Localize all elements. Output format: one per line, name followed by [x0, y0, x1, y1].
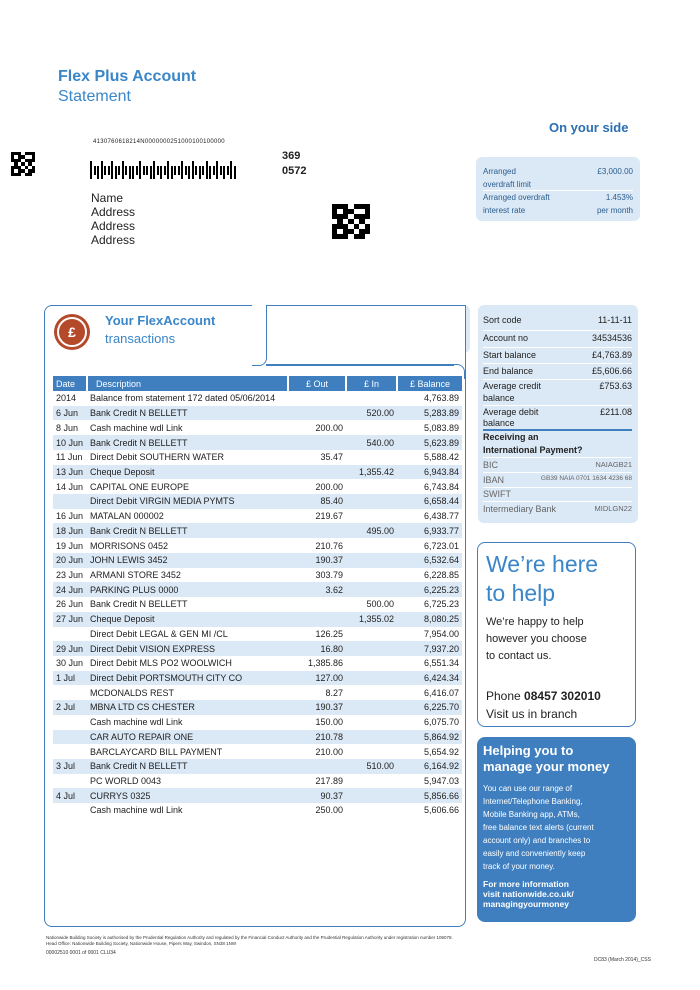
row-date: 18 Jun — [53, 523, 87, 538]
row-date: 3 Jul — [53, 759, 87, 774]
help-body: We’re happy to help however you choose to contact us. — [486, 616, 587, 662]
end-balance-label: End balance — [483, 366, 534, 376]
row-in — [346, 715, 397, 730]
row-balance: 6,723.01 — [423, 540, 459, 551]
row-balance: 6,658.44 — [397, 494, 462, 509]
row-description: MATALAN 000002 — [90, 511, 164, 522]
row-description: Bank Credit N BELLETT — [87, 435, 288, 450]
row-description: CURRYS 0325 — [87, 788, 288, 803]
table-row — [53, 685, 462, 700]
row-description: Cheque Deposit — [87, 465, 288, 480]
row-out: 210.78 — [288, 730, 346, 745]
row-date: 20 Jun — [53, 553, 87, 568]
end-balance: £5,606.66 — [591, 366, 632, 376]
table-row — [53, 406, 462, 421]
row-date: 8 Jun — [56, 422, 79, 433]
address-line: Address — [91, 205, 136, 219]
table-row — [53, 700, 462, 715]
row-date: 6 Jun — [53, 406, 87, 421]
intl-heading-1: Receiving an — [483, 432, 539, 442]
row-balance: 6,416.07 — [423, 687, 459, 698]
row-description: Bank Credit N BELLETT — [87, 523, 288, 538]
row-out: 8.27 — [325, 687, 343, 698]
col-description: Description — [87, 376, 288, 391]
row-description: Direct Debit MLS PO2 WOOLWICH — [90, 658, 232, 669]
row-out: 35.47 — [320, 452, 343, 463]
row-date: 29 Jun — [53, 641, 87, 656]
col-out: £ Out — [288, 376, 346, 391]
table-row — [53, 568, 462, 583]
row-in — [346, 494, 397, 509]
avg-debit-label: Average debit — [483, 407, 539, 417]
row-date: 19 Jun — [56, 540, 84, 551]
row-description: BARCLAYCARD BILL PAYMENT — [90, 746, 223, 757]
row-date: 27 Jun — [53, 612, 87, 627]
row-out — [288, 406, 346, 421]
bic-label: BIC — [483, 460, 499, 470]
table-row — [53, 715, 462, 730]
row-date: 4 Jul — [53, 788, 87, 803]
row-date: 2 Jul — [53, 700, 87, 715]
row-out — [288, 465, 346, 480]
row-balance: 6,424.34 — [397, 671, 462, 686]
overdraft-rate-period: per month — [596, 206, 633, 215]
row-date — [53, 685, 87, 700]
row-date: 1 Jul — [53, 671, 87, 686]
avg-debit-label-2: balance — [483, 418, 515, 428]
row-date — [53, 715, 87, 730]
row-date — [53, 744, 87, 759]
row-balance: 5,083.89 — [423, 422, 459, 433]
table-row — [53, 553, 462, 568]
col-date: Date — [53, 376, 87, 391]
row-in — [346, 509, 397, 524]
avg-credit: £753.63 — [599, 381, 632, 391]
row-date: 16 Jun — [56, 511, 84, 522]
table-row — [53, 420, 462, 435]
row-description: JOHN LEWIS 3452 — [87, 553, 288, 568]
avg-debit: £211.08 — [600, 407, 632, 417]
transactions-table — [53, 376, 462, 818]
row-balance: 6,725.23 — [423, 599, 459, 610]
row-in — [346, 788, 397, 803]
row-out: 190.37 — [288, 553, 346, 568]
pound-logo-icon: £ — [54, 314, 90, 350]
row-description: CAPITAL ONE EUROPE — [90, 481, 190, 492]
row-balance: 5,623.89 — [397, 435, 462, 450]
iban-label: IBAN — [483, 475, 505, 485]
row-balance: 4,763.89 — [423, 393, 459, 404]
row-in: 495.00 — [346, 523, 397, 538]
row-balance: 7,937.20 — [397, 641, 462, 656]
row-balance: 5,864.92 — [397, 730, 462, 745]
row-description: Direct Debit VIRGIN MEDIA PYMTS — [87, 494, 288, 509]
table-row — [53, 612, 462, 627]
row-out: 250.00 — [315, 805, 343, 816]
address-block — [91, 191, 135, 247]
start-balance: £4,763.89 — [591, 350, 632, 360]
row-out: 126.25 — [315, 628, 343, 639]
row-in — [346, 656, 397, 671]
row-out: 190.37 — [288, 700, 346, 715]
table-row — [53, 656, 462, 671]
row-description: Balance from statement 172 dated 05/06/2014 — [90, 393, 276, 404]
row-in — [346, 774, 397, 789]
row-balance: 6,933.77 — [397, 523, 462, 538]
tagline: On your side — [549, 120, 629, 135]
intl-heading-2: International Payment? — [483, 445, 583, 455]
row-balance: 6,228.85 — [423, 569, 459, 580]
row-date — [53, 494, 87, 509]
row-description: ARMANI STORE 3452 — [90, 569, 181, 580]
row-date: 10 Jun — [53, 435, 87, 450]
account-title: Flex Plus Account — [58, 68, 197, 85]
row-date: 26 Jun — [56, 599, 84, 610]
manage-heading: Helping you to manage your money — [483, 743, 610, 774]
row-in: 510.00 — [346, 759, 397, 774]
table-row — [53, 730, 462, 745]
row-description: PARKING PLUS 0000 — [87, 582, 288, 597]
table-row — [53, 744, 462, 759]
table-row — [53, 509, 462, 524]
col-in: £ In — [346, 376, 397, 391]
row-in — [346, 627, 397, 642]
row-description: Direct Debit SOUTHERN WATER — [90, 452, 225, 463]
row-description: Bank Credit N BELLETT — [87, 759, 288, 774]
table-row — [53, 788, 462, 803]
bic: NAIAGB21 — [595, 460, 632, 469]
row-out: 127.00 — [288, 671, 346, 686]
row-description: Cheque Deposit — [87, 612, 288, 627]
row-date — [53, 803, 87, 818]
row-date: 13 Jun — [53, 465, 87, 480]
panel-notch-line — [252, 305, 267, 366]
table-row — [53, 803, 462, 818]
table-row — [53, 538, 462, 553]
overdraft-limit-label-2: overdraft limit — [483, 180, 532, 189]
help-box — [477, 542, 636, 727]
row-description: MCDONALDS REST — [90, 687, 175, 698]
row-date: 24 Jun — [53, 582, 87, 597]
row-balance: 5,588.42 — [423, 452, 459, 463]
row-out: 1,385.86 — [307, 658, 343, 669]
manage-link[interactable]: For more information visit nationwide.co.uk/ managingyourmoney — [483, 879, 574, 909]
row-balance: 5,283.89 — [397, 406, 462, 421]
avg-credit-label: Average credit — [483, 381, 541, 391]
row-out: 303.79 — [315, 569, 343, 580]
start-balance-label: Start balance — [483, 350, 537, 360]
row-out — [288, 759, 346, 774]
sort-code: 11-11-11 — [597, 315, 632, 325]
row-in — [346, 420, 397, 435]
overdraft-rate-value: 1.453% — [605, 193, 633, 202]
table-header — [53, 376, 462, 391]
phone-number[interactable]: 08457 302010 — [524, 689, 601, 703]
row-date — [53, 627, 87, 642]
row-out — [288, 523, 346, 538]
row-balance: 6,532.64 — [397, 553, 462, 568]
table-row — [53, 671, 462, 686]
overdraft-box — [476, 157, 640, 221]
row-in — [346, 700, 397, 715]
phone-label: Phone — [486, 689, 525, 703]
row-date: 23 Jun — [56, 569, 84, 580]
table-row — [53, 435, 462, 450]
address-line: Address — [91, 233, 136, 247]
row-in: 1,355.02 — [346, 612, 397, 627]
row-out: 3.62 — [288, 582, 346, 597]
account-no-label: Account no — [483, 333, 529, 343]
row-balance: 6,943.84 — [397, 465, 462, 480]
row-in — [346, 685, 397, 700]
row-description: CAR AUTO REPAIR ONE — [87, 730, 288, 745]
overdraft-rate-label-2: interest rate — [483, 206, 526, 215]
table-row — [53, 523, 462, 538]
manage-money-box — [477, 737, 636, 922]
row-balance: 5,654.92 — [423, 746, 459, 757]
row-in — [346, 553, 397, 568]
row-out: 200.00 — [315, 422, 343, 433]
row-out — [288, 435, 346, 450]
row-description: Cash machine wdl Link — [90, 422, 183, 433]
address-line: Name — [91, 191, 124, 205]
table-row — [53, 641, 462, 656]
footer-ref: 00002510 0001 of 0001 CLU34 — [46, 950, 116, 956]
row-balance: 6,075.70 — [423, 717, 459, 728]
row-balance: 6,225.70 — [397, 700, 462, 715]
row-balance: 5,947.03 — [423, 776, 459, 787]
row-out: 85.40 — [288, 494, 346, 509]
row-date: 11 Jun — [56, 452, 83, 463]
intermediary: MIDLGN22 — [594, 504, 632, 513]
row-balance: 6,225.23 — [397, 582, 462, 597]
row-balance: 6,164.92 — [397, 759, 462, 774]
row-date: 14 Jun — [56, 481, 84, 492]
row-out: 16.80 — [288, 641, 346, 656]
table-row — [53, 450, 462, 465]
row-balance: 6,438.77 — [423, 511, 459, 522]
row-out: 210.00 — [315, 746, 343, 757]
row-in — [346, 803, 397, 818]
row-in: 500.00 — [366, 599, 394, 610]
row-description: Direct Debit LEGAL & GEN MI /CL — [90, 628, 228, 639]
table-row — [53, 627, 462, 642]
row-balance: 8,080.25 — [397, 612, 462, 627]
row-date: 2014 — [56, 393, 77, 404]
avg-credit-label-2: balance — [483, 393, 515, 403]
row-description: Direct Debit PORTSMOUTH CITY CO — [87, 671, 288, 686]
row-date: 30 Jun — [56, 658, 84, 669]
overdraft-limit-label: Arranged — [483, 167, 516, 176]
row-in — [346, 641, 397, 656]
row-in — [346, 479, 397, 494]
row-out — [288, 597, 346, 612]
statement-title: Statement — [58, 88, 131, 105]
row-in: 520.00 — [346, 406, 397, 421]
row-in — [346, 391, 397, 406]
footer-code: DC83 (March 2014)_CSS — [594, 957, 651, 963]
row-in: 1,355.42 — [346, 465, 397, 480]
table-row — [53, 759, 462, 774]
mailing-reference: 4130760618214N0000000251000100100000 — [93, 139, 225, 145]
row-balance: 5,856.66 — [397, 788, 462, 803]
row-description: Cash machine wdl Link — [90, 805, 183, 816]
address-line: Address — [91, 219, 136, 233]
table-row — [53, 465, 462, 480]
row-description: Bank Credit N BELLETT — [87, 406, 288, 421]
row-description: PC WORLD 0043 — [90, 776, 162, 787]
help-heading: We’re here to help — [486, 551, 599, 606]
mailing-number-1: 369 — [282, 150, 301, 162]
row-description: MORRISONS 0452 — [90, 540, 169, 551]
row-in — [346, 568, 397, 583]
row-description: MBNA LTD CS CHESTER — [87, 700, 288, 715]
table-row — [53, 774, 462, 789]
row-description: Cash machine wdl Link — [90, 717, 183, 728]
row-balance: 7,954.00 — [423, 628, 459, 639]
overdraft-limit-value: £3,000.00 — [597, 167, 633, 176]
table-row — [53, 479, 462, 494]
account-details — [478, 305, 638, 523]
row-date — [53, 730, 87, 745]
row-balance: 6,551.34 — [423, 658, 459, 669]
col-balance: £ Balance — [397, 376, 462, 391]
branch-text: Visit us in branch — [486, 707, 578, 721]
qr-code-address — [332, 204, 370, 239]
row-description: Direct Debit VISION EXPRESS — [87, 641, 288, 656]
sort-code-label: Sort code — [483, 315, 522, 325]
qr-code-left — [11, 152, 35, 176]
row-in: 540.00 — [346, 435, 397, 450]
row-out: 90.37 — [288, 788, 346, 803]
panel-title: Your FlexAccount — [105, 313, 216, 328]
row-out: 200.00 — [315, 481, 343, 492]
table-row — [53, 582, 462, 597]
row-in — [346, 450, 397, 465]
overdraft-rate-label: Arranged overdraft — [483, 193, 550, 202]
barcode — [90, 161, 237, 179]
panel-subtitle: transactions — [105, 331, 176, 346]
row-out: 210.76 — [315, 540, 343, 551]
row-out: 150.00 — [315, 717, 343, 728]
swift-label: SWIFT — [483, 489, 511, 499]
iban: GB39 NAIA 0701 1634 4236 68 — [540, 475, 632, 482]
table-row — [53, 391, 462, 406]
mailing-number-2: 0572 — [282, 165, 307, 177]
table-row — [53, 597, 462, 612]
row-out: 219.67 — [315, 511, 343, 522]
row-date — [53, 774, 87, 789]
row-balance: 5,606.66 — [423, 805, 459, 816]
row-out: 217.89 — [315, 776, 343, 787]
row-in — [346, 671, 397, 686]
row-balance: 6,743.84 — [423, 481, 459, 492]
row-in — [346, 730, 397, 745]
footer-legal: Nationwide Building Society is authorised by the Prudential Regulation Authority and regulated by the Financial Conduct Authority and the Prudential Regulation Authority under registration number 106078. Head Office: Nationwide Building Society, Nationwide House, Pipers Way, Swindon, SN38 1NW — [46, 935, 453, 946]
intermediary-label: Intermediary Bank — [483, 504, 557, 514]
row-out — [288, 612, 346, 627]
manage-body: You can use our range of Internet/Telephone Banking, Mobile Banking app, ATMs, free balance text alerts (current account only) and branches to easily and conveniently keep track of your money. — [483, 784, 594, 871]
help-contact — [486, 687, 601, 723]
table-row — [53, 494, 462, 509]
row-out — [288, 391, 346, 406]
row-in — [346, 744, 397, 759]
row-description: Bank Credit N BELLETT — [90, 599, 188, 610]
row-in — [346, 582, 397, 597]
account-no: 34534536 — [591, 333, 632, 343]
row-in — [346, 538, 397, 553]
